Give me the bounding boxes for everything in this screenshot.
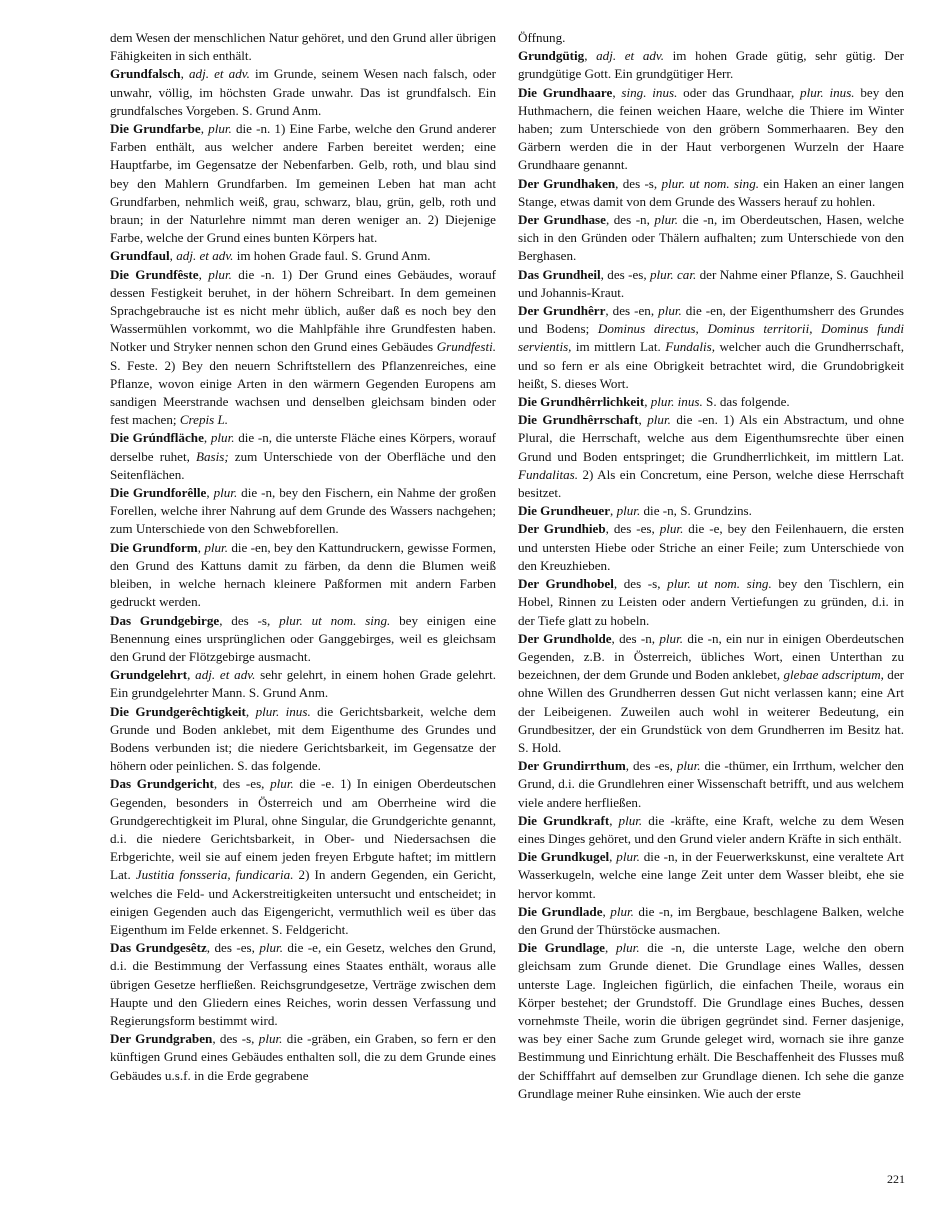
entry-text: bey einigen eine Benennung eines ursprünglichen oder Ganggebirges, weil es gleichsam den Grund der Flötzgebirge ausmacht.: [110, 612, 497, 664]
dictionary-entry: [518, 47, 904, 83]
entry-headword: Der Grundholde: [518, 630, 612, 646]
entry-headword: Die Grundgerêchtigkeit: [110, 703, 246, 719]
entry-text: die -n, die unterste Lage, welche den obern gleichsam zum Grunde dienet. Die Grundlage eines Walles, dessen unterste Lage. Ingleichen figürlich, die einfachen Theile, woraus ein Körper bestehet; der Grundstoff. Die Grundlage eines Buches, dessen vornehmste Theile, worin die übrigen gegründet sind. Ferner dasjenige, was bey einer Sache zum Grunde geleget wird, wornach sie ihre ganze Bestimmung und Einrichtung erhält. Die Beschaffenheit des Flusses muß der Schifffahrt auf demselben zur Grundlage dienen. Ich sehe die ganze Grundlage meiner Ruhe einsinken. Wie auch der erste: [518, 940, 904, 1101]
entry-text: ,: [604, 940, 616, 956]
entry-text: ein Haken an einer langen Stange, etwas damit von dem Grunde des Wassers herauf zu hohlen.: [518, 175, 904, 209]
entry-text: ,: [180, 66, 189, 82]
entry-italic-text: plur.: [208, 121, 232, 137]
dictionary-entry: [110, 266, 496, 430]
entry-italic-text: plur. ut nom. sing.: [661, 175, 760, 191]
entry-headword: Das Grundgericht: [110, 776, 214, 792]
entry-text: , des -s,: [613, 576, 668, 592]
entry-text: 2) In andern Gegenden, ein Gericht, welches die Feld- und Ackerstreitigkeiten untersucht und entscheidet; in einigen Gegenden auch das Eigengericht, vermuthlich weil es über das Eigenthum im Felde erkennet. S. Feldgericht.: [110, 867, 497, 937]
left-column: [110, 29, 496, 1085]
entry-italic-text: plur.: [658, 303, 682, 319]
dictionary-entry: [110, 666, 496, 702]
entry-italic-text: plur.: [616, 849, 640, 865]
entry-italic-text: Dominus directus, Dominus territorii, Dominus fundi servientis,: [518, 321, 904, 355]
entry-italic-text: plur.: [615, 940, 640, 956]
dictionary-entry: [518, 175, 904, 211]
entry-text: , des -s,: [615, 175, 662, 191]
entry-text: welcher auch die Grundherrschaft, und so fern er als eine Obrigkeit betrachtet wird, die Grundobrigkeit heißt, S. dieses Wort.: [518, 339, 904, 391]
entry-italic-text: plur.: [204, 539, 228, 555]
entry-text: , des -es,: [600, 266, 650, 282]
entry-text: im Grunde, seinem Wesen nach falsch, oder unwahr, völlig, im höchsten Grade unwahr. Das ist grundfalsch. Ein grundfalsches Vorgeben. S. Grund Anm.: [110, 66, 496, 118]
entry-text: bey den Huthmachern, die feinen weichen Haare, welche die Thiere im Winter haben; zum Unterschiede von den gröbern Sommerhaaren. Bey den Gärbern werden die in der Haut verborgenen Wurzeln der Haare Grundhaare genannt.: [518, 84, 904, 173]
entry-italic-text: adj. et adv.: [195, 667, 256, 683]
entry-text: S. Feste. 2) Bey den neuern Schriftstellern des Pflanzenreiches, eine Pflanze, wovon einige Arten in den wärmern Gegenden Europens am sandigen Meerstrande wachsen und denselben gleichsam binden oder fest machen;: [110, 357, 496, 428]
dictionary-entry: [110, 429, 496, 484]
entry-text: die -n. 1) Eine Farbe, welche den Grund anderer Farben enthält, aus welcher andere Farben bereitet werden; eine Hauptfarbe, im Gegensatze der Nebenfarben. Gelb, roth, und blau sind bey den Mahlern Grundfarben. Im gemeinen Leben hat man acht Grundfarben, nehmlich weiß, grau, schwarz, blau, grün, gelb, roth und braun; in der Naturlehre nimmt man deren weniger an. 2) Diejenige Farbe, welche der Grund eines bunten Körpers hat.: [110, 121, 496, 246]
entry-text: die -n. 1) Der Grund eines Gebäudes, worauf dessen Festigkeit beruhet, in der höhern Schreibart. In dem gemeinen Sprachgebrauche ist es nicht mehr üblich, außer daß es noch bey den Wassermühlen vorkommt, wo die Mahlpfähle ihre Grundfesten haben. Notker und Stryker nennen schon den Grund eines Gebäudes: [110, 266, 496, 355]
dictionary-entry: [110, 65, 496, 120]
entry-italic-text: plur.: [208, 266, 232, 282]
entry-text: die -en, der Eigenthumsherr des Grundes und Bodens;: [518, 303, 904, 337]
entry-text: , des -n,: [605, 212, 655, 228]
entry-text: ,: [602, 903, 611, 919]
entry-text: im hohen Grade gütig, sehr gütig. Der grundgütige Gott. Ein grundgütiger Herr.: [518, 48, 905, 82]
entry-text: die -en, bey den Kattundruckern, gewisse Formen, den Grund des Kattuns damit zu färben, da denn die Blumen weiß bleiben, in welche hernach kleinere Paßformen mit andern Farben gedruckt werden.: [110, 539, 497, 610]
entry-text: ,: [198, 266, 209, 282]
dictionary-entry: [110, 612, 496, 667]
entry-text: dem Wesen der menschlichen Natur gehöret, und den Grund aller übrigen Fähigkeiten in sich enthält.: [110, 30, 496, 64]
entry-italic-text: plur. inus.: [255, 703, 311, 719]
dictionary-entry: [518, 903, 904, 939]
dictionary-entry: [518, 630, 904, 757]
entry-text: die -n, ein nur in einigen Oberdeutschen Gegenden, z.B. in Österreich, übliches Wort, einen Unterthan zu bezeichnen, der dem Grunde und Boden anklebet,: [518, 630, 904, 683]
entry-text: die Gerichtsbarkeit, welche dem Grunde und Boden anklebet, mit dem Eigenthume des Grundes und Bodens verbunden ist; die niedere Gerichtsbarkeit, im Gegensatze der höhern oder peinlichen. S. das folgende.: [110, 703, 496, 774]
entry-text: ,: [200, 121, 209, 137]
page-number: 221: [887, 1172, 905, 1186]
entry-headword: Die Grundfarbe: [110, 121, 201, 137]
entry-headword: Das Grundgebirge: [110, 612, 220, 628]
dictionary-entry: [110, 775, 496, 939]
entry-text: ,: [609, 849, 617, 865]
entry-italic-text: plur.: [610, 903, 634, 919]
entry-headword: Der Grundhaken: [518, 175, 616, 191]
entry-text: der ohne Willen des Grundherren dessen Gut nicht verlassen kann; eine Art der Leibeigenen. Zuweilen auch wohl in weiterer Bedeutung, ein Grundbesitzer, der ein Grundstück von dem Grundherren im Besitz hat. S. Hold.: [518, 667, 904, 755]
dictionary-entry: [518, 939, 904, 1103]
entry-headword: Die Grundforêlle: [110, 485, 207, 501]
entry-headword: Die Grundkugel: [518, 849, 610, 865]
entry-headword: Der Grundgraben: [110, 1031, 213, 1047]
entry-italic-text: plur. ut nom. sing.: [279, 612, 391, 628]
entry-text: die -e, ein Gesetz, welches den Grund, d.i. die Bestimmung der Verfassung eines Staates enthält, woraus alle übrigen Gesetze herfließen. Reichsgrundgesetze, Verträge zwischen dem Haupte und den Gliedern eines Reiches, worin dessen Verfassung und Regierungsform bestimmt wird.: [110, 940, 496, 1028]
entry-italic-text: plur.: [258, 1031, 283, 1047]
entry-text: die -thümer, ein Irrthum, welcher den Grund, d.i. die Grundlehren einer Wissenschaft betrifft, und aus welchem viele andere herfließen.: [518, 758, 904, 810]
entry-headword: Das Grundgesêtz: [110, 940, 207, 956]
entry-text: ,: [206, 485, 214, 501]
entry-text: im hohen Grade faul. S. Grund Anm.: [233, 248, 431, 264]
entry-text: bey den Tischlern, ein Hobel, Rinnen zu Leisten oder andern Vertiefungen zu gründen, d.i. in der Tiefe glatt zu hobeln.: [518, 576, 904, 628]
entry-text: , des -s,: [212, 1031, 259, 1047]
entry-italic-text: Basis;: [195, 448, 229, 464]
dictionary-entry: [110, 1030, 496, 1085]
entry-italic-text: plur. ut nom. sing.: [667, 576, 772, 592]
dictionary-entry: [518, 502, 904, 520]
entry-italic-text: Crepis L.: [179, 412, 229, 428]
entry-headword: Der Grundhase: [518, 212, 606, 228]
entry-text: , des -n,: [611, 630, 660, 646]
entry-text: Öffnung.: [518, 30, 566, 45]
entry-text: ,: [638, 412, 648, 428]
entry-italic-text: Justitia fonsseria, fundicaria.: [135, 867, 294, 883]
dictionary-entry: [518, 575, 904, 630]
entry-text: , des -es,: [605, 521, 660, 537]
entry-text: S. das folgende.: [702, 394, 790, 410]
entry-italic-text: plur.: [654, 212, 679, 228]
entry-text: ,: [584, 48, 597, 64]
entry-text: ,: [197, 539, 205, 555]
dictionary-entry: [518, 848, 904, 903]
entry-headword: Die Grúndfläche: [110, 430, 204, 446]
entry-headword: Die Grundlade: [518, 903, 603, 919]
entry-italic-text: plur.: [618, 812, 643, 828]
entry-text: die -e, bey den Feilenhauern, die ersten und untersten Hiebe oder Striche an einer Feile; zum Unterschiede von den Kreuzhieben.: [518, 521, 904, 573]
dictionary-entry: [518, 393, 904, 411]
dictionary-entry: [110, 939, 496, 1030]
entry-italic-text: plur.: [213, 485, 238, 501]
entry-text: der Nahme einer Pflanze, S. Gauchheil und Johannis-Kraut.: [518, 266, 904, 300]
entry-text: , des -s,: [219, 612, 280, 628]
dictionary-entry: [110, 703, 496, 776]
dictionary-entry: [110, 484, 496, 539]
right-column: [518, 29, 904, 1103]
entry-italic-text: adj. et adv.: [188, 66, 250, 82]
dictionary-entry: [518, 411, 904, 502]
entry-text: im mittlern Lat.: [571, 339, 666, 355]
entry-headword: Grundfaul: [110, 248, 170, 264]
entry-text: zum Unterschiede von der Oberfläche und den Seitenflächen.: [110, 448, 496, 482]
entry-text: 2) Als ein Concretum, eine Person, welche diese Herrschaft besitzet.: [518, 466, 904, 501]
dictionary-entry: [518, 84, 904, 175]
entry-text: ,: [609, 812, 619, 828]
entry-text: die -n, S. Grundzins.: [640, 503, 752, 519]
entry-italic-text: plur.: [659, 630, 684, 646]
entry-headword: Die Grundhaare: [518, 84, 613, 100]
entry-italic-text: plur.: [616, 503, 641, 519]
entry-text: die -n, die unterste Fläche eines Körpers, worauf derselbe ruhet,: [110, 430, 496, 464]
dictionary-entry: [518, 302, 904, 393]
dictionary-entry: [518, 29, 904, 47]
entry-headword: Der Grundirrthum: [518, 758, 626, 774]
entry-text: ,: [612, 84, 622, 100]
entry-italic-text: adj. et adv.: [596, 48, 665, 64]
entry-headword: Der Grundhêrr: [518, 303, 606, 319]
entry-headword: Das Grundheil: [518, 266, 601, 282]
entry-text: , des -es,: [213, 776, 271, 792]
entry-italic-text: plur. inus.: [800, 84, 855, 100]
entry-text: die -gräben, ein Graben, so fern er den künftigen Grund eines Gebäudes enthalten soll, die zu dem Grunde eines Gebäudes u.s.f. in die Erde gegrabene: [110, 1031, 496, 1083]
entry-italic-text: plur.: [259, 940, 283, 956]
entry-headword: Die Grundheuer: [518, 503, 611, 519]
entry-headword: Der Grundhieb: [518, 521, 606, 537]
entry-italic-text: adj. et adv.: [176, 248, 234, 264]
entry-italic-text: Grundfesti.: [436, 339, 496, 355]
entry-text: die -n, in der Feuerwerkskunst, eine veraltete Art Wasserkugeln, welche eine lange Zeit unter dem Wasser bleibt, ehe sie hervor kommt.: [518, 849, 905, 901]
entry-headword: Die Grundlage: [518, 940, 605, 956]
entry-italic-text: plur. car.: [650, 266, 697, 282]
entry-text: die -n, im Oberdeutschen, Hasen, welche sich in den Gründen oder Thälern aufhalten; zum Unterschiede von den Berghasen.: [518, 212, 904, 264]
entry-text: , des -en,: [605, 303, 659, 319]
entry-headword: Grundgütig: [518, 48, 585, 64]
entry-headword: Die Grundhêrrlichkeit: [518, 394, 645, 410]
entry-italic-text: plur.: [210, 430, 235, 446]
entry-text: die -en. 1) Als ein Abstractum, und ohne Plural, die Herrschaft, welche aus dem Eigenthumsrechte über einen Grund und Boden entspringet; die Grundherrlichkeit, im mittlern Lat.: [518, 412, 905, 464]
entry-text: die -n, bey den Fischern, ein Nahme der großen Forellen, welche ihrer Nahrung auf dem Grunde des Wassers nachgehen; zum Unterschiede von den Schwebforellen.: [110, 485, 497, 537]
entry-headword: Grundgelehrt: [110, 667, 188, 683]
entry-text: ,: [610, 503, 617, 519]
entry-italic-text: plur.: [659, 521, 684, 537]
dictionary-entry: [518, 520, 904, 575]
entry-italic-text: sing. inus.: [621, 84, 678, 100]
entry-italic-text: plur. inus.: [650, 394, 703, 410]
entry-italic-text: plur.: [270, 776, 294, 792]
entry-italic-text: Fundalitas.: [518, 466, 579, 482]
entry-headword: Grundfalsch: [110, 66, 181, 82]
dictionary-entry: [518, 757, 904, 812]
entry-headword: Die Grundform: [110, 539, 198, 555]
entry-text: ,: [187, 667, 196, 683]
entry-text: , des -es,: [625, 758, 677, 774]
dictionary-entry: [110, 539, 496, 612]
entry-italic-text: glebae adscriptum,: [783, 667, 884, 683]
entry-text: ,: [245, 703, 256, 719]
entry-text: die -e. 1) In einigen Oberdeutschen Gegenden, besonders in Österreich und am Oberrheine wird die Grundgerechtigkeit im Plural, ohne Singular, die Grundgerichte genannt, d.i. die niedere Gerichtsbarkeit, in Ober- und Niedersachsen die Erbgerichte, weil sie auf einem jeden freyen Erbgute haftet; im mittlern Lat.: [110, 776, 496, 883]
entry-headword: Die Grundhêrrschaft: [518, 412, 639, 428]
entry-text: ,: [644, 394, 651, 410]
entry-headword: Die Grundkraft: [518, 812, 610, 828]
entry-text: , des -es,: [206, 940, 260, 956]
entry-headword: Die Grundfêste: [110, 266, 199, 282]
entry-text: die -kräfte, eine Kraft, welche zu dem Wesen eines Dinges gehöret, und den Grund vieler andern Kräfte in sich enthält.: [518, 812, 904, 846]
entry-italic-text: plur.: [647, 412, 671, 428]
dictionary-entry: [518, 812, 904, 848]
dictionary-entry: [518, 266, 904, 302]
dictionary-entry: [110, 120, 496, 247]
entry-text: ,: [203, 430, 211, 446]
entry-italic-text: Fundalis,: [665, 339, 716, 355]
dictionary-entry: [518, 211, 904, 266]
entry-text: sehr gelehrt, in einem hohen Grade gelehrt. Ein grundgelehrter Mann. S. Grund Anm.: [110, 667, 496, 701]
entry-text: die -n, im Bergbaue, beschlagene Balken, welche den Grund der Thürstöcke ausmachen.: [518, 903, 904, 937]
entry-text: ,: [169, 248, 177, 264]
dictionary-entry: [110, 29, 496, 65]
entry-text: oder das Grundhaar,: [677, 84, 801, 100]
entry-headword: Der Grundhobel: [518, 576, 614, 592]
entry-italic-text: plur.: [676, 758, 701, 774]
dictionary-entry: [110, 247, 496, 265]
